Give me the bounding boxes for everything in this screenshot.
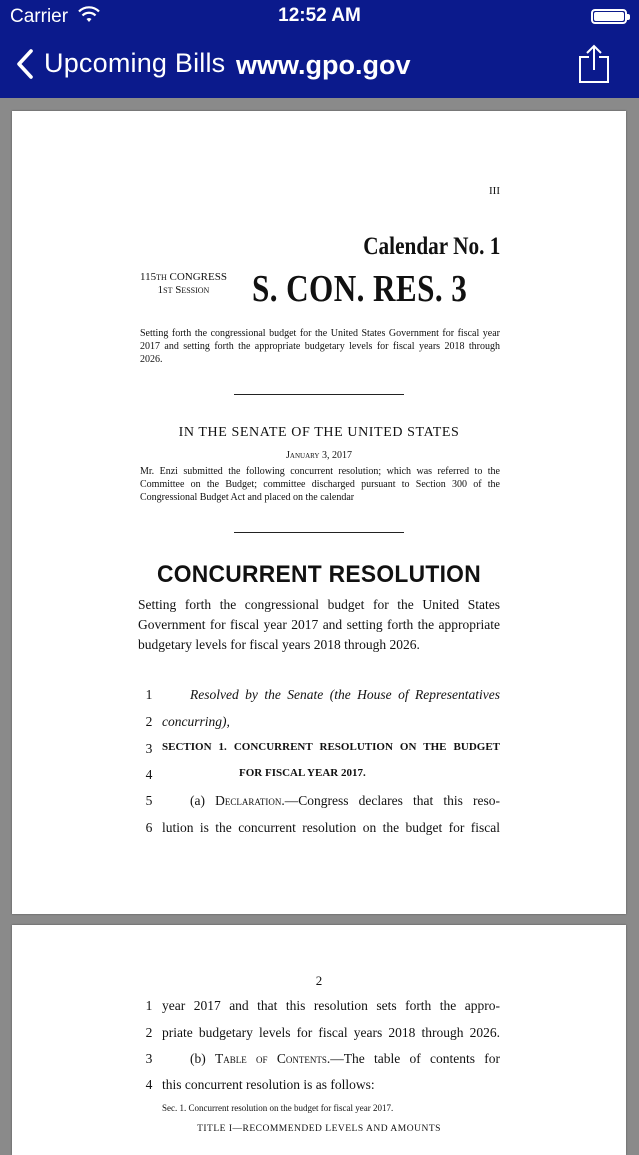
line-number: 6 — [145, 820, 153, 835]
toc-entry: Sec. 1. Concurrent resolution on the budget for fiscal year 2017. — [162, 1103, 394, 1113]
introduction-text: Mr. Enzi submitted the following concurrent resolution; which was referred to the Committee on the Budget; committee discharged pursuant to Section 300 of the Congressional Budget Act and placed on the calendar — [140, 466, 500, 503]
nav-title: www.gpo.gov — [236, 50, 411, 80]
section-heading: FOR FISCAL YEAR 2017. — [239, 767, 366, 779]
line-number: 4 — [145, 767, 153, 782]
bill-summary: Setting forth the congressional budget for the United States Government for fiscal year 2017 and setting forth the appropriate budgetary levels for fiscal years 2018 through 2026. — [140, 328, 500, 365]
chevron-left-icon — [16, 49, 34, 79]
line-number: 3 — [145, 741, 153, 756]
line-text: lution is the concurrent resolution on the budget for fiscal — [162, 820, 500, 835]
calendar-number: Calendar No. 1 — [362, 233, 500, 260]
resolution-heading: CONCURRENT RESOLUTION — [157, 561, 481, 588]
line-small-caps: Table of Contents — [215, 1051, 327, 1066]
congress-label: 115th CONGRESS — [140, 271, 227, 283]
senate-heading: IN THE SENATE OF THE UNITED STATES — [178, 425, 460, 440]
line-text: this concurrent resolution is as follows: — [162, 1077, 375, 1092]
status-bar — [0, 0, 639, 34]
navigation-header — [0, 0, 639, 98]
line-number: 1 — [145, 998, 153, 1013]
session-label: 1st Session — [157, 284, 210, 296]
nav-bar — [0, 34, 639, 98]
line-text: year 2017 and that this resolution sets forth the appro- — [162, 998, 500, 1013]
document-page-2 — [12, 925, 626, 1155]
carrier-label: Carrier — [10, 6, 69, 27]
page-marker: III — [489, 185, 500, 197]
divider — [234, 532, 404, 533]
bill-number: S. CON. RES. 3 — [252, 268, 468, 310]
battery-icon — [591, 9, 627, 24]
resolution-purpose: Setting forth the congressional budget for the United States Government for fiscal year 2017 and setting forth the appropriate budgetary levels for fiscal years 2018 through 2026. — [138, 597, 500, 652]
line-number: 2 — [145, 714, 153, 729]
line-number: 1 — [145, 687, 153, 702]
document-page-1 — [12, 111, 626, 914]
line-number: 3 — [145, 1051, 153, 1066]
line-small-caps: Declaration — [215, 793, 282, 808]
status-time: 12:52 AM — [278, 5, 361, 26]
back-button[interactable] — [16, 48, 225, 79]
line-text: priate budgetary levels for fiscal years 2018 through 2026. — [162, 1025, 500, 1040]
page-number: 2 — [315, 973, 323, 988]
line-prefix: (b) — [190, 1051, 216, 1066]
line-number: 5 — [145, 793, 153, 808]
line-number: 4 — [145, 1077, 153, 1092]
divider — [234, 394, 404, 395]
back-button-label: Upcoming Bills — [44, 48, 226, 78]
line-prefix: (a) — [190, 793, 216, 808]
line-text — [190, 1051, 500, 1067]
line-rest: .—The table of contents for — [326, 1051, 501, 1066]
line-text — [190, 793, 500, 809]
line-rest: .—Congress declares that this reso- — [281, 793, 501, 808]
section-heading: SECTION 1. CONCURRENT RESOLUTION ON THE BUDGET — [162, 741, 500, 753]
line-text: concurring), — [162, 714, 230, 729]
line-number: 2 — [145, 1025, 153, 1040]
toc-title: TITLE I—RECOMMENDED LEVELS AND AMOUNTS — [197, 1124, 441, 1134]
introduction-date: January 3, 2017 — [286, 450, 352, 461]
line-text: Resolved by the Senate (the House of Representatives — [190, 687, 500, 702]
congress-session — [140, 271, 227, 297]
share-icon[interactable] — [578, 44, 610, 84]
